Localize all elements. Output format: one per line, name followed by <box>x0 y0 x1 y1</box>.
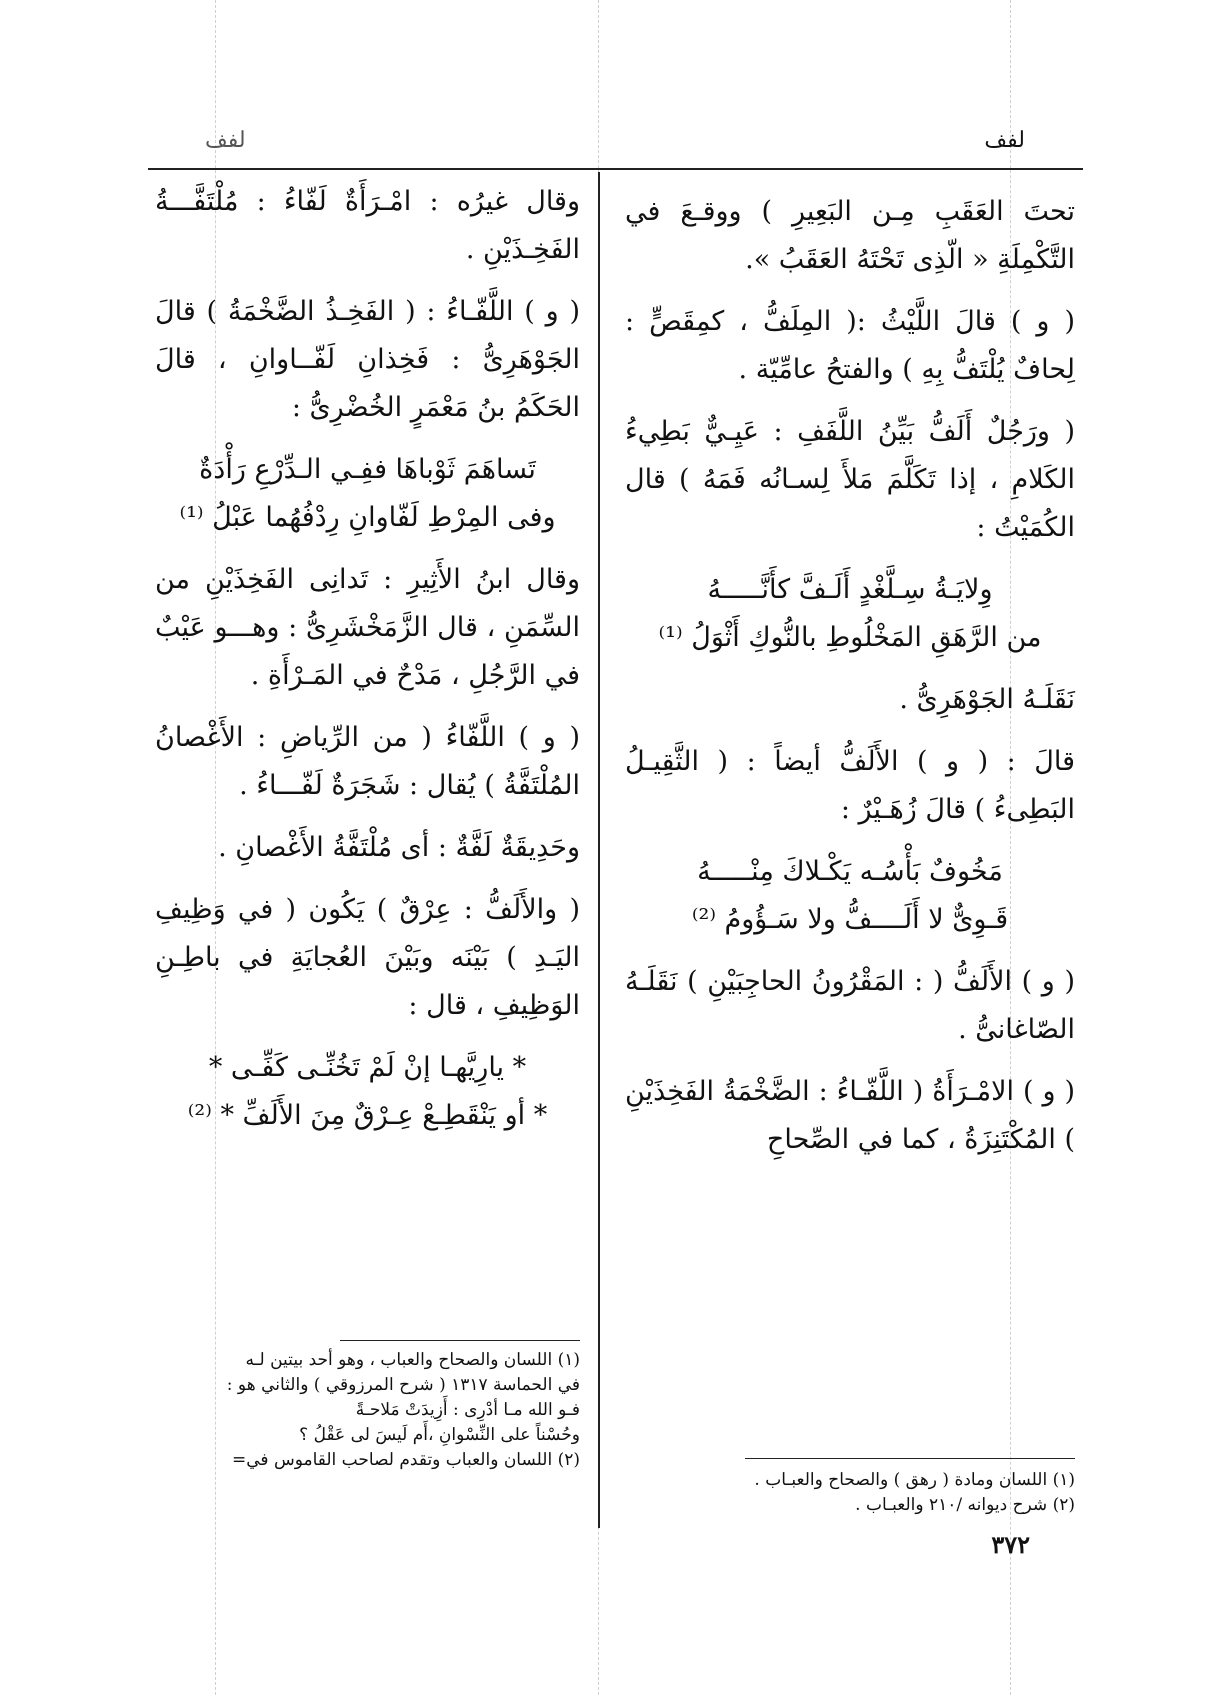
entry-paragraph: ( والأَلَفُّ : عِرْقٌ ) يَكُون ( في وَظِيفِ اليَـدِ ) بَيْنَه وبَيْنَ العُجايَةِ في باطِـنِ الوَظِيفِ ، قال : <box>155 894 580 1021</box>
footnotes-left <box>155 1348 580 1473</box>
entry-paragraph: ( و ) اللَّفّاءُ ( من الرِّياضِ : الأَغْصانُ المُلْتَفَّةُ ) يُقال : شَجَرَةٌ لَفّـــاءُ . <box>155 722 580 801</box>
header-rule <box>148 168 1083 170</box>
verse-line: * يارِيَّهـا إنْ لَمْ تَخُنِّـى كَفِّـى * <box>208 1052 527 1083</box>
entry-paragraph: تحتَ العَقَبِ مِـن البَعِيرِ ) ووقـعَ في التَّكْمِلَةِ « الّذِى تَحْتَهُ العَقَبُ ». <box>625 196 1075 275</box>
footnote: (٢) شرح ديوانه /٢١٠ والعبـاب . <box>855 1495 1075 1515</box>
footnote-rule-right <box>745 1458 1075 1459</box>
footnote: (١) اللسان والصحاح والعباب ، وهو أحد بيتين لـه <box>245 1350 580 1370</box>
footnote-verse: فـو الله مـا أدْرِى : أَزِيدَتْ مَلاحـةً <box>355 1400 580 1420</box>
verse-line: تَساهَمَ ثَوْباهَا ففِـي الـدِّرْعِ رَأْدَةٌ <box>199 454 536 485</box>
footnote: (٢) اللسان والعباب وتقدم لصاحب القاموس في= <box>232 1450 580 1470</box>
entry-paragraph: ( و ) قالَ اللَّيْثُ :( المِلَفُّ ، كمِقَصٍّ : لِحافٌ يُلْتَفُّ بِهِ ) والفتحُ عامِّيّة . <box>625 306 1075 385</box>
running-header-right: لفف <box>984 128 1025 153</box>
verse-line: وفى المِرْطِ لَفّاوانِ رِدْفُهُما عَبْلُ ⁽¹⁾ <box>179 502 556 533</box>
entry-paragraph: ( و ) الأَلَفُّ ( : المَقْرُونُ الحاجِبَيْنِ ) نَقَلَـهُ الصّاغانىُّ . <box>625 966 1075 1045</box>
verse-line: قَـوِىٌّ لا أَلَــــفُّ ولا سَـؤُومُ ⁽²⁾ <box>691 904 1009 935</box>
entry-paragraph: قالَ : ( و ) الأَلَفُّ أيضاً : ( الثَّقِيـلُ البَطِىءُ ) قالَ زُهَـيْرٌ : <box>625 746 1075 825</box>
footnotes-right <box>650 1468 1075 1518</box>
page-number: ٣٧٢ <box>991 1530 1030 1559</box>
left-column <box>155 178 580 1154</box>
entry-paragraph: نَقَلَـهُ الجَوْهَرِىُّ . <box>899 684 1075 715</box>
entry-paragraph: وقال غيرُه : امْـرَأَةٌ لَفّاءُ : مُلْتَفَّـــةُ الفَخِـذَيْنِ . <box>155 186 580 265</box>
verse-line: من الرَّهَقِ المَخْلُوطِ بالنُّوكِ أَثْوَلُ ⁽¹⁾ <box>658 622 1042 653</box>
entry-paragraph: وقال ابنُ الأَثِيرِ : تَدانِى الفَخِذَيْنِ من السِّمَنِ ، قال الزَّمَخْشَرِىُّ : وهـــو عَيْبٌ في الرَّجُلِ ، مَدْحٌ في المَـرْأَةِ . <box>155 564 580 691</box>
running-header-left: لفف <box>205 128 246 153</box>
column-divider <box>598 172 600 1528</box>
verse-line: * أو يَنْقَطِـعْ عِـرْقٌ مِنَ الأَلَفِّ * ⁽²⁾ <box>187 1100 548 1131</box>
right-column <box>625 188 1075 1178</box>
verse <box>155 1044 580 1140</box>
footnote-verse: وحُسْناً على النِّسْوانِ ،أَم لَيسَ لى عَقْلُ ؟ <box>299 1425 580 1445</box>
verse <box>155 446 580 542</box>
footnote-rule-left <box>340 1340 580 1341</box>
footnote: في الحماسة ١٣١٧ ( شرح المرزوقي ) والثاني هو : <box>226 1375 580 1395</box>
verse-line: مَخُوفٌ بَأْسُـه يَكْـلاكَ مِنْـــــهُ <box>697 856 1003 887</box>
footnote: (١) اللسان ومادة ( رهق ) والصحاح والعبـاب . <box>754 1470 1075 1490</box>
entry-paragraph: ( و ) اللَّفّـاءُ : ( الفَخِـذُ الضَّخْمَةُ ) قالَ الجَوْهَرِىُّ : فَخِذانِ لَفّــاوانِ ، قالَ الحَكَمُ بنُ مَعْمَرٍ الخُضْرِىُّ : <box>155 296 580 423</box>
entry-paragraph: وحَدِيقَةٌ لَفَّةٌ : أى مُلْتَفَّةُ الأَغْصانِ . <box>218 832 580 863</box>
entry-paragraph: ( و ) الامْـرَأَةُ ( اللَّفّـاءُ : الضَّخْمَةُ الفَخِذَيْنِ ) المُكْتَنِزَةُ ، كما في الصِّحاحِ <box>625 1076 1075 1155</box>
entry-paragraph: ( ورَجُلٌ أَلَفُّ بَيِّنُ اللَّفَفِ : عَيِـيٌّ بَطِيءُ الكَلامِ ، إذا تَكَلَّمَ مَلأَ لِسـانُه فَمَهُ ) قال الكُمَيْتُ : <box>625 416 1075 543</box>
verse <box>625 566 1075 662</box>
verse-line: وِلايَـةُ سِـلَّغْدٍ أَلَـفَّ كأَنَّـــــهُ <box>707 574 993 605</box>
verse <box>625 848 1075 944</box>
